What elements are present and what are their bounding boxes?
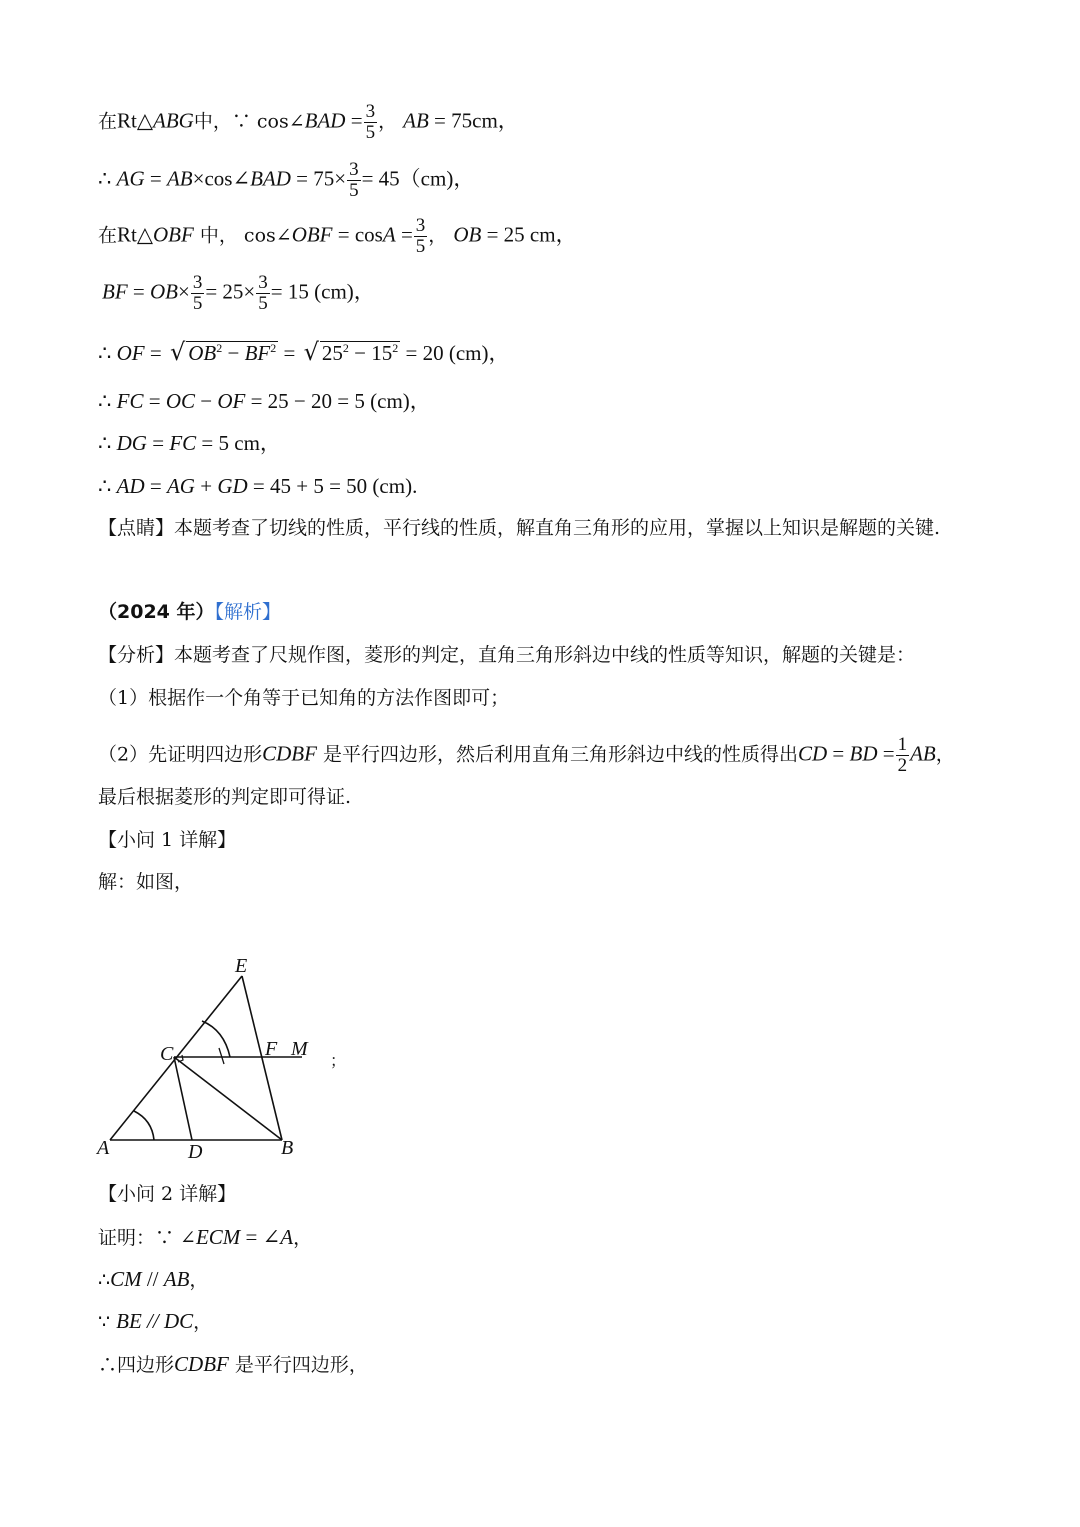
- exponent: 2: [392, 341, 399, 355]
- numerator: 1: [897, 734, 908, 755]
- math: =: [877, 741, 895, 766]
- math: ECM: [195, 1225, 241, 1249]
- math: ×cos∠: [192, 166, 251, 191]
- fraction: [191, 273, 205, 314]
- math: AB: [166, 166, 193, 191]
- math: =: [146, 431, 170, 455]
- math: = 15 (cm)，: [270, 279, 375, 304]
- text: ，: [193, 1311, 213, 1333]
- math: = 20 (cm)，: [400, 341, 510, 365]
- math: BAD: [250, 166, 291, 191]
- solution-line-1: [98, 102, 519, 143]
- text: 在: [98, 224, 118, 247]
- solution-line-2: [98, 160, 474, 201]
- math: FC: [169, 431, 197, 455]
- math: = 5 cm，: [196, 431, 281, 455]
- math: ×: [178, 279, 190, 304]
- fraction: [347, 160, 361, 201]
- analysis-line: 【分析】本题考查了尺规作图，菱形的判定，直角三角形斜边中线的性质等知识，解题的关键是：: [98, 644, 916, 666]
- denominator: 5: [192, 292, 203, 314]
- therefore: ∴: [98, 431, 117, 455]
- math: OB: [453, 222, 482, 247]
- label-A: A: [97, 1137, 110, 1159]
- math: = 75cm，: [428, 108, 519, 133]
- denominator: 5: [415, 235, 426, 257]
- comment-line: 【点睛】本题考查了切线的性质，平行线的性质，解直角三角形的应用，掌握以上知识是解题的关键.: [98, 517, 941, 539]
- math: −: [195, 389, 218, 413]
- math: GD: [217, 474, 248, 498]
- label-E: E: [235, 955, 248, 977]
- exponent: 2: [216, 341, 223, 355]
- text: ，: [378, 110, 398, 133]
- solution-line-5: [98, 340, 510, 364]
- math: BF: [102, 279, 128, 304]
- math: =: [144, 474, 167, 498]
- solution-line-4: [102, 273, 375, 314]
- math: =: [395, 222, 413, 247]
- fraction: [364, 102, 378, 143]
- therefore: ∴: [98, 474, 117, 498]
- solution-line-6: [98, 391, 431, 412]
- point-2: [98, 735, 955, 776]
- math: OF: [116, 341, 145, 365]
- math: =: [278, 341, 301, 365]
- math: −: [222, 341, 245, 365]
- math: OBF: [291, 222, 333, 247]
- math: DC: [163, 1309, 194, 1333]
- math: OB: [150, 279, 178, 304]
- math: BF: [244, 341, 271, 365]
- math: =: [143, 389, 166, 413]
- fraction: [256, 273, 270, 314]
- math: =: [127, 279, 150, 304]
- fraction: [414, 216, 428, 257]
- math: BAD: [304, 108, 346, 133]
- math: − 15: [348, 341, 393, 365]
- exponent: 2: [342, 341, 349, 355]
- arc-tick: [219, 1048, 224, 1064]
- text: ，: [935, 743, 955, 766]
- proof-line-4: [98, 1354, 368, 1375]
- math: A: [382, 222, 396, 247]
- math: = 25×: [205, 279, 256, 304]
- math: AD: [116, 474, 145, 498]
- geometry-figure: [92, 948, 362, 1163]
- solution-line-7: [98, 433, 281, 454]
- text: 是平行四边形，: [228, 1354, 368, 1376]
- math: = 25 cm，: [481, 222, 577, 247]
- figure-semicolon: ；: [330, 1051, 347, 1070]
- math: Rt△: [117, 222, 154, 247]
- math: = 45（cm)，: [361, 166, 475, 191]
- proof-line-2: [98, 1269, 208, 1290]
- label-F: F: [265, 1038, 278, 1060]
- exponent: 2: [270, 341, 277, 355]
- proof-line-3: [98, 1311, 212, 1332]
- math: +: [194, 474, 218, 498]
- numerator: 3: [349, 159, 359, 180]
- solution-line-3: [98, 216, 577, 257]
- text: 中， cos∠: [193, 224, 292, 247]
- numerator: 3: [415, 215, 426, 236]
- math: //: [141, 1309, 164, 1333]
- numerator: 3: [192, 272, 203, 293]
- math: BE: [116, 1309, 142, 1333]
- math: AG: [166, 474, 195, 498]
- because: ∵: [98, 1311, 117, 1333]
- math: AB: [403, 108, 429, 133]
- math: OC: [165, 389, 195, 413]
- question-1-intro: 解：如图，: [98, 871, 194, 893]
- math: = cos: [332, 222, 383, 247]
- year-label: （2024 年）: [98, 601, 215, 623]
- label-C: C: [160, 1043, 174, 1065]
- math: 25: [321, 341, 343, 365]
- radical-sign: √: [169, 338, 186, 366]
- math: =: [144, 166, 167, 191]
- math: CD: [797, 741, 828, 766]
- math: OF: [217, 389, 246, 413]
- math: CM: [110, 1267, 142, 1291]
- radicand: [186, 341, 278, 364]
- numerator: 3: [365, 101, 376, 122]
- question-2-heading: 【小问 2 详解】: [98, 1183, 237, 1205]
- math: CDBF: [174, 1352, 229, 1376]
- denominator: 5: [365, 121, 376, 143]
- text: 证明：∵ ∠: [98, 1227, 196, 1249]
- point-1: （1）根据作一个角等于已知角的方法作图即可；: [98, 687, 510, 709]
- text: ∴四边形: [98, 1354, 175, 1376]
- math: =: [345, 108, 363, 133]
- math: = 45 + 5 = 50 (cm).: [247, 474, 418, 498]
- radicand: [320, 341, 400, 364]
- math: OB: [188, 341, 217, 365]
- fraction: [896, 735, 910, 776]
- denominator: 5: [349, 179, 359, 201]
- math: BD: [849, 741, 878, 766]
- math: CDBF: [262, 741, 317, 766]
- arc-at-C: [202, 1021, 230, 1057]
- point-2-continued: 最后根据菱形的判定即可得证.: [98, 786, 352, 808]
- text: （2）先证明四边形: [98, 743, 263, 766]
- label-D: D: [188, 1141, 203, 1163]
- arc-at-A: [134, 1111, 154, 1140]
- question-1-heading: 【小问 1 详解】: [98, 829, 237, 851]
- radical-sign: √: [303, 338, 319, 366]
- therefore: ∴: [98, 389, 117, 413]
- math: AB: [910, 741, 936, 766]
- math: //: [141, 1267, 164, 1291]
- math: = ∠: [240, 1225, 281, 1249]
- math: FC: [116, 389, 144, 413]
- math: =: [827, 741, 850, 766]
- text: 在: [98, 110, 118, 133]
- math: DG: [116, 431, 147, 455]
- text: ，: [189, 1269, 209, 1291]
- proof-line-1: [98, 1227, 312, 1248]
- text: ，: [428, 224, 454, 247]
- therefore: ∴: [98, 1269, 111, 1291]
- analysis-tag: 【解析】: [214, 601, 282, 623]
- math: =: [144, 341, 167, 365]
- denominator: 2: [897, 754, 908, 776]
- denominator: 5: [258, 292, 268, 314]
- math: Rt△: [117, 108, 154, 133]
- math: OBF: [153, 222, 194, 247]
- math: = 75×: [290, 166, 347, 191]
- text: 中，∵ cos∠: [193, 110, 305, 133]
- math: AG: [116, 166, 145, 191]
- year-heading: [98, 603, 281, 622]
- label-B: B: [281, 1137, 294, 1159]
- text: 是平行四边形，然后利用直角三角形斜边中线的性质得出: [316, 743, 798, 766]
- therefore: ∴: [98, 166, 117, 191]
- text: ，: [293, 1227, 313, 1249]
- math: AB: [163, 1267, 190, 1291]
- solution-line-8: [98, 476, 417, 497]
- math: ABG: [153, 108, 194, 133]
- math: A: [280, 1225, 294, 1249]
- therefore: ∴: [98, 341, 117, 365]
- math: = 25 − 20 = 5 (cm)，: [245, 389, 431, 413]
- segment-CB: [174, 1057, 282, 1140]
- numerator: 3: [258, 272, 268, 293]
- label-M: M: [291, 1038, 308, 1060]
